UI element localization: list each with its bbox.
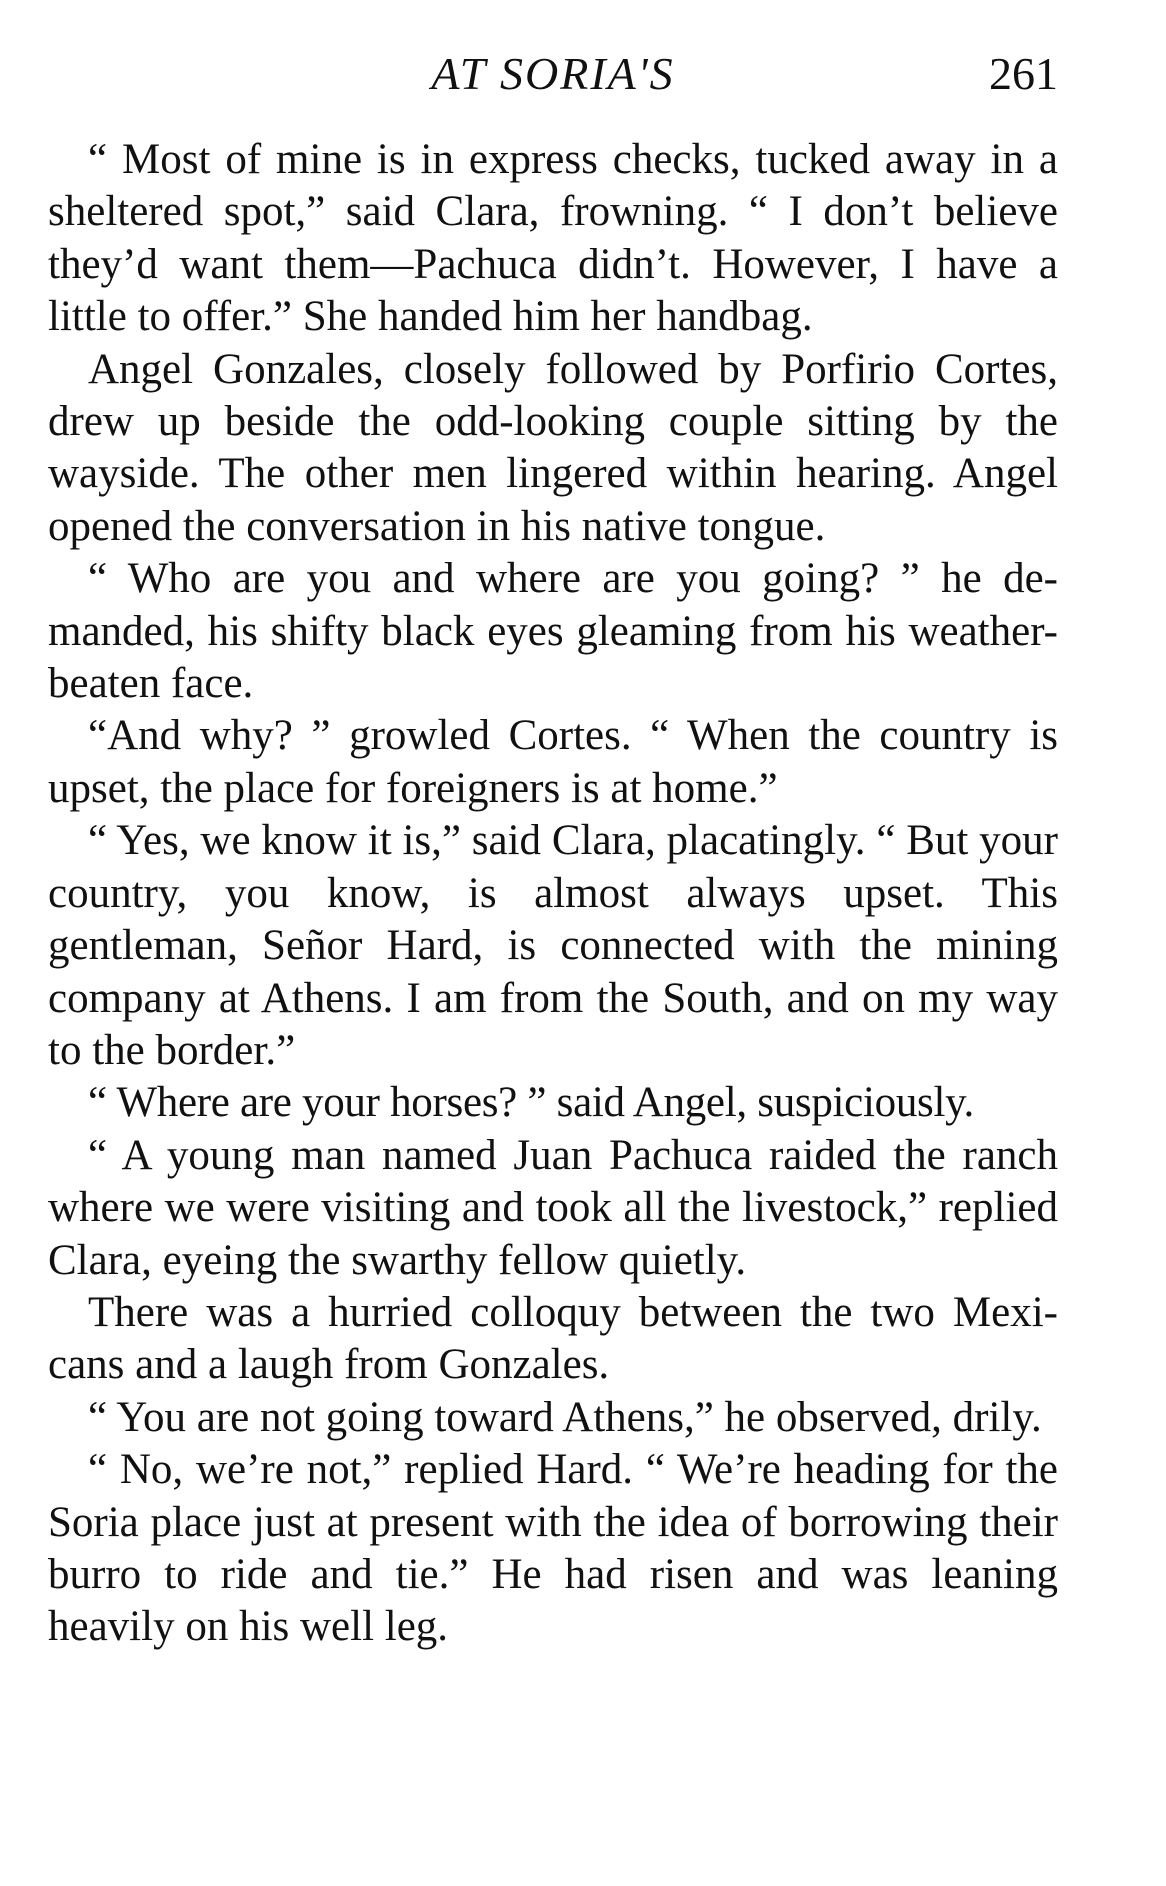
paragraph: “ Yes, we know it is,” said Clara, placatingly. “ But your country, you know, is almost always upset. This gentleman, Señor Hard, is connected with the mining company at Athens. I am from the South, and on my way to the border.” xyxy=(48,817,1058,1074)
paragraph: Angel Gonzales, closely followed by Porfirio Cortes, drew up beside the odd-looking couple sitting by the wayside. The other men lingered within hearing. Angel opened the conversation in his native tongue. xyxy=(48,345,1058,550)
paragraph: “ Who are you and where are you going? ” he demanded, his shifty black eyes gleaming from his weather-beaten face. xyxy=(48,555,1058,708)
page-body xyxy=(48,134,1058,1654)
paragraph: “ Most of mine is in express checks, tucked away in a sheltered spot,” said Clara, frowning. “ I don’t believe they’d want them—Pachuca didn’t. However, I have a little to offer.” She handed him her handbag. xyxy=(48,136,1058,341)
paragraph: “ You are not going toward Athens,” he observed, drily. xyxy=(88,1393,1042,1441)
paragraph: “ No, we’re not,” replied Hard. “ We’re heading for the Soria place just at present with the idea of borrowing their burro to ride and tie.” He had risen and was leaning heavily on his well leg. xyxy=(48,1446,1058,1651)
paragraph: “ A young man named Juan Pachuca raided the ranch where we were visiting and took all the livestock,” replied Clara, eyeing the swarthy fellow quietly. xyxy=(48,1131,1058,1284)
paragraph: “ Where are your horses? ” said Angel, suspiciously. xyxy=(88,1079,974,1127)
running-head: AT SORIA'S xyxy=(431,48,675,99)
page-header xyxy=(48,44,1058,104)
page-number: 261 xyxy=(989,48,1058,99)
paragraph: “And why? ” growled Cortes. “ When the country is upset, the place for foreigners is at home.” xyxy=(48,712,1058,812)
paragraph: There was a hurried colloquy between the two Mexicans and a laugh from Gonzales. xyxy=(48,1288,1058,1389)
